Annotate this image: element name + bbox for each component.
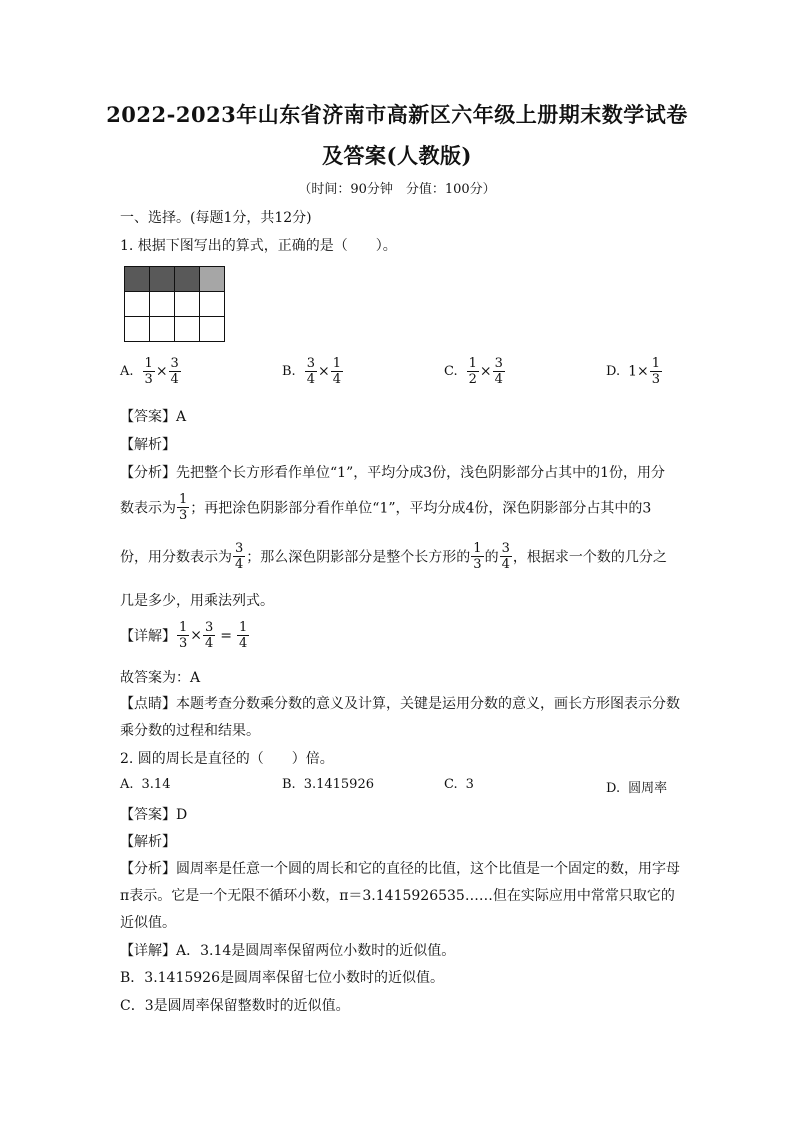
- q2-detail-line2: B．3.1415926是圆周率保留七位小数时的近似值。: [120, 970, 444, 986]
- q2-analysis-heading: 【解析】: [120, 834, 176, 850]
- q2-analysis-line3: 近似值。: [120, 915, 176, 931]
- grid-row: [125, 292, 225, 317]
- grid-cell-dark: [125, 267, 150, 292]
- grid-cell: [150, 317, 175, 342]
- grid-cell: [125, 317, 150, 342]
- q2-option-a: A. 3.14: [120, 777, 171, 792]
- q2-option-c: C. 3: [444, 777, 474, 792]
- grid-cell: [175, 317, 200, 342]
- grid-row: [125, 267, 225, 292]
- document-title-line2: 及答案(人教版): [322, 143, 472, 168]
- q2-answer: 【答案】D: [120, 807, 188, 823]
- q2-option-b: B. 3.1415926: [282, 777, 374, 792]
- question-1-stem: 1. 根据下图写出的算式，正确的是（ ）。: [120, 238, 397, 254]
- q1-analysis-line2: 数表示为 $\frac{1}{3}$ ；再把涂色阴影部分看作单位“1”，平均分成4份，深色阴影部分占其中的3: [120, 492, 652, 523]
- document-title-line1: 2022-2023年山东省济南市高新区六年级上册期末数学试卷: [106, 102, 688, 127]
- q1-option-a: A. $\frac{1}{3}$ × $\frac{3}{4}$: [120, 356, 179, 387]
- shaded-rectangle-figure: [124, 266, 225, 342]
- grid-cell: [125, 292, 150, 317]
- grid-cell: [175, 292, 200, 317]
- q1-option-c: C. $\frac{1}{2}$ × $\frac{3}{4}$: [444, 356, 503, 387]
- q1-analysis-heading: 【解析】: [120, 437, 176, 453]
- q1-analysis-line3: 份，用分数表示为 $\frac{3}{4}$ ；那么深色阴影部分是整个长方形的 $\frac{1}{3}$ 的 $\frac{3}{4}$ ，根据求一个数的几分之: [120, 541, 667, 572]
- grid-cell: [200, 317, 225, 342]
- q2-detail-line3: C．3是圆周率保留整数时的近似值。: [120, 998, 350, 1014]
- q1-comment-line2: 乘分数的过程和结果。: [120, 723, 260, 739]
- q1-analysis-line1: 【分析】先把整个长方形看作单位“1”，平均分成3份，浅色阴影部分占其中的1份，用分: [120, 465, 666, 481]
- q1-option-d: D. 1× $\frac{1}{3}$: [606, 356, 661, 387]
- grid-cell: [200, 292, 225, 317]
- question-2-stem: 2. 圆的周长是直径的（ ）倍。: [120, 751, 334, 767]
- section-heading: 一、选择。(每题1分，共12分): [120, 210, 312, 226]
- q1-final-answer: 故答案为：A: [120, 670, 201, 686]
- grid-cell-dark: [175, 267, 200, 292]
- grid-cell-dark: [150, 267, 175, 292]
- q1-detail: 【详解】 $\frac{1}{3}$ × $\frac{3}{4}$ = $\frac{1}{4}$: [120, 620, 248, 651]
- q2-option-d: D. 圆周率: [606, 781, 668, 796]
- grid-cell-light: [200, 267, 225, 292]
- q1-analysis-line4: 几是多少，用乘法列式。: [120, 593, 274, 609]
- exam-info: （时间：90分钟 分值：100分）: [298, 182, 496, 197]
- q2-detail-line1: 【详解】A．3.14是圆周率保留两位小数时的近似值。: [120, 943, 456, 959]
- q2-analysis-line2: π表示。它是一个无限不循环小数，π＝3.1415926535……但在实际应用中常常只取它的: [120, 888, 675, 904]
- q1-comment-line1: 【点睛】本题考查分数乘分数的意义及计算，关键是运用分数的意义，画长方形图表示分数: [120, 696, 680, 712]
- grid-cell: [150, 292, 175, 317]
- q1-answer: 【答案】A: [120, 409, 187, 425]
- grid-row: [125, 317, 225, 342]
- q1-option-b: B. $\frac{3}{4}$ × $\frac{1}{4}$: [282, 356, 341, 387]
- q2-analysis-line1: 【分析】圆周率是任意一个圆的周长和它的直径的比值，这个比值是一个固定的数，用字母: [120, 861, 680, 877]
